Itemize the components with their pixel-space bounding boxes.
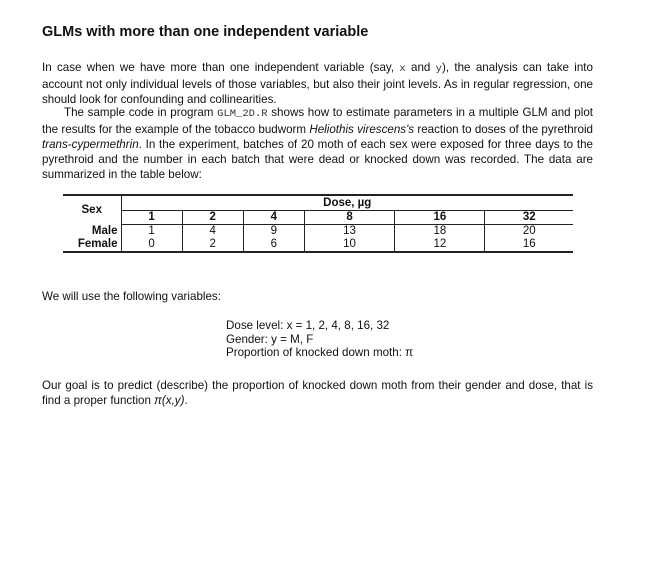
variable-x: x	[399, 63, 406, 75]
table-cell: 20	[522, 225, 536, 237]
dose-column-header: Dose, µg	[121, 195, 573, 211]
dose-values-row	[63, 211, 573, 225]
variables-intro: We will use the following variables:	[42, 290, 221, 303]
text-span: The sample code in program	[64, 106, 218, 119]
dose-value: 8	[304, 211, 394, 225]
table-cell: 10	[304, 238, 394, 252]
table-cell: 0	[121, 238, 182, 252]
experiment-paragraph	[42, 105, 593, 182]
text-span: .	[184, 394, 188, 407]
table-cell: 13	[304, 225, 394, 239]
text-span: shows how to estimate parameters in a multiple GLM and plot the results for the example of the tobacco budworm	[42, 106, 593, 136]
sex-column-header: Sex	[63, 195, 121, 225]
dose-value: 2	[182, 211, 243, 225]
goal-paragraph	[42, 378, 593, 408]
variables-list	[226, 319, 413, 360]
function-notation: π(x,y)	[154, 394, 185, 407]
text-span: . In the experiment, batches of 20 moth of each sex were exposed for three days to the pyrethroid and the number in each batch that were dead or knocked down was recorded. The data are summarized in the table below:	[42, 138, 593, 181]
table-cell: 1	[121, 225, 182, 239]
text-span: Our goal is to predict (describe) the proportion of knocked down moth from their gender and dose, that is find a proper function	[42, 379, 593, 407]
gender-variable: Gender: y = M, F	[226, 332, 314, 346]
dose-value: 32	[485, 211, 573, 225]
dose-value: 1	[121, 211, 182, 225]
species-name: Heliothis virescens's	[309, 123, 415, 136]
text-span: and	[405, 61, 436, 74]
dose-response-table	[63, 194, 573, 253]
row-label-female: Female	[63, 238, 121, 252]
text-span: In case when we have more than one independent variable (say,	[42, 61, 400, 74]
text-span: ), the analysis can take into account not only individual levels of those variables, but also their joint levels. As in regular regression, one should look for confounding and collinearities.	[42, 61, 593, 106]
variable-y: y	[435, 63, 442, 75]
page-title: GLMs with more than one independent variable	[42, 24, 369, 40]
table-cell: 9	[243, 225, 304, 239]
program-filename: GLM_2D.R	[217, 108, 268, 120]
table-header-row	[63, 195, 573, 211]
row-label-male: Male	[63, 225, 121, 239]
table-row	[63, 238, 573, 252]
table-cell: 6	[243, 238, 304, 252]
text-span: reaction to doses of the pyrethroid	[414, 123, 593, 136]
table-cell: 2	[182, 238, 243, 252]
table-cell: 16	[485, 238, 573, 252]
dose-variable: Dose level: x = 1, 2, 4, 8, 16, 32	[226, 319, 390, 332]
table-cell: 4	[182, 225, 243, 239]
intro-paragraph	[42, 60, 593, 107]
chemical-name: trans-cypermethrin	[42, 138, 139, 151]
table-cell: 12	[395, 238, 485, 252]
table-cell: 18	[395, 225, 485, 239]
table-row	[63, 225, 573, 239]
dose-value: 4	[243, 211, 304, 225]
dose-value: 16	[395, 211, 485, 225]
proportion-variable: Proportion of knocked down moth: π	[226, 346, 414, 359]
